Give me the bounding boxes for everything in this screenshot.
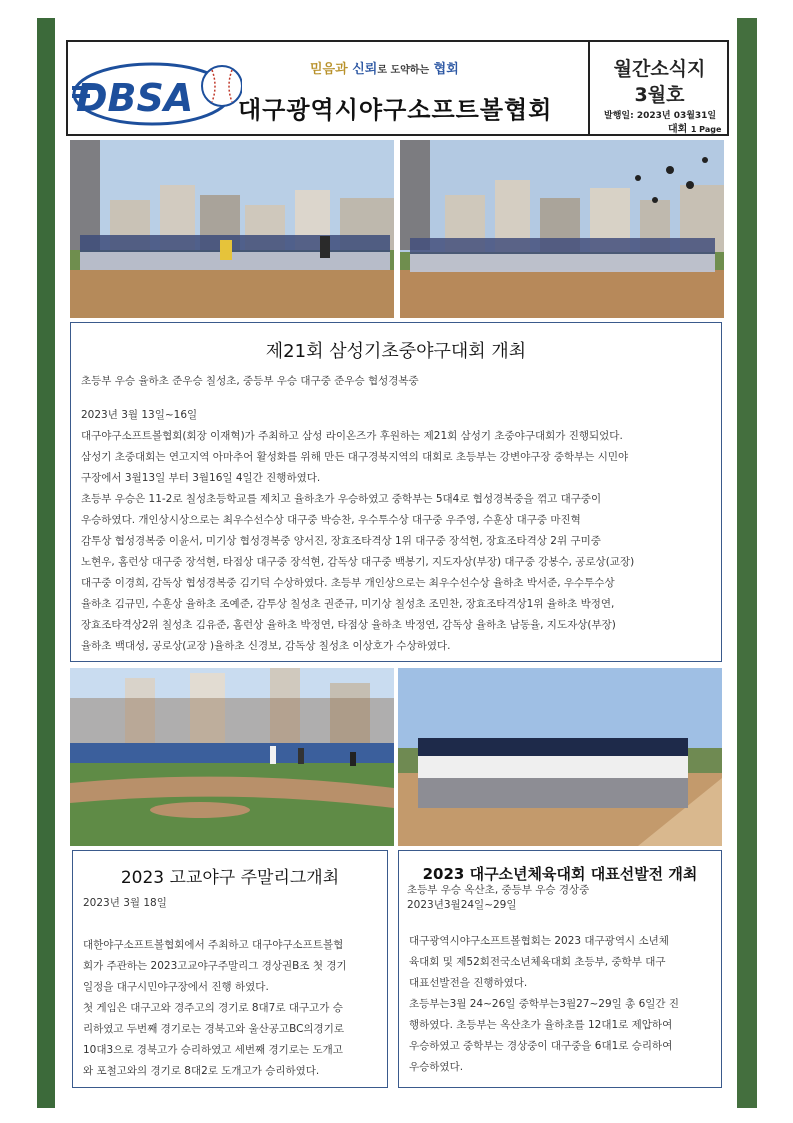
article-line: 우승하였다. 개인상시상으로는 최우수선수상 대구중 박승찬, 우수투수상 대구중 우주영, 수훈상 대구중 마진혁 bbox=[81, 514, 581, 526]
article-line: 대구광역시야구소프트볼협회는 2023 대구광역시 소년체 bbox=[409, 935, 669, 947]
page-indicator: 대회 1 Page bbox=[668, 124, 722, 135]
article-line: 우승하였다. bbox=[409, 1061, 464, 1073]
photo-high-school-game bbox=[70, 668, 394, 846]
masthead bbox=[66, 40, 729, 136]
article-line: 10대3으로 경북고가 승리하였고 세번째 경기로는 도개고 bbox=[83, 1044, 343, 1056]
article-line: 율하초 김규민, 수훈상 율하초 조예준, 감투상 칠성초 권준규, 미기상 칠성초 조민찬, 장효조타격상1위 율하초 박정연, bbox=[81, 598, 615, 610]
article-samsung-cup bbox=[70, 322, 722, 662]
article-body bbox=[83, 893, 383, 1082]
photo-samsung-cup-group-1 bbox=[70, 140, 394, 318]
article-line: 리하였고 두번째 경기로는 경북고와 울산공고BC의경기로 bbox=[83, 1023, 344, 1035]
article-title: 제21회 삼성기초중야구대회 개최 bbox=[265, 341, 527, 362]
article-date: 2023년 3월 18일 bbox=[83, 897, 167, 909]
slogan: 믿음과 신뢰로 도약하는 협회 bbox=[310, 62, 459, 77]
logo-text: DBSA bbox=[76, 76, 194, 120]
article-summary: 초등부 우승 율하초 준우승 칠성초, 중등부 우승 대구중 준우승 협성경복중 bbox=[81, 375, 419, 387]
article-line: 우승하였고 중학부는 경상중이 대구중을 6대1로 승리하여 bbox=[409, 1040, 673, 1052]
article-line: 대표선발전을 진행하였다. bbox=[409, 977, 528, 989]
dbsa-logo bbox=[72, 56, 242, 126]
article-line: 첫 게임은 대구고와 경주고의 경기로 8대7로 대구고가 승 bbox=[83, 1002, 343, 1014]
article-line: 대구야구소프트볼협회(회장 이재혁)가 주최하고 삼성 라이온즈가 후원하는 제21회 삼성기 초중야구대회가 진행되었다. bbox=[81, 430, 623, 442]
article-line: 노현우, 홈런상 대구중 장석현, 타점상 대구중 장석현, 감독상 대구중 백봉기, 지도자상(부장) 대구중 강봉수, 공로상(교장) bbox=[81, 556, 635, 568]
article-line: 육대회 및 제52회전국소년체육대회 초등부, 중학부 대구 bbox=[409, 956, 666, 968]
article-body bbox=[409, 931, 715, 1078]
article-body bbox=[81, 405, 717, 657]
article-summary: 초등부 우승 옥산초, 중등부 우승 경상중 bbox=[407, 884, 590, 896]
article-line: 일정을 대구시민야구장에서 진행 하였다. bbox=[83, 981, 269, 993]
article-line: 대구중 이경희, 감독상 협성경복중 김기덕 수상하였다. 초등부 개인상으로는 최우수선수상 율하초 박서준, 우수투수상 bbox=[81, 577, 615, 589]
publication-date: 발행일: 2023년 03월31일 bbox=[604, 111, 717, 121]
article-youth-sports bbox=[398, 850, 722, 1088]
article-title: 2023 고교야구 주말리그개최 bbox=[120, 868, 340, 888]
article-title: 2023 대구소년체육대회 대표선발전 개최 bbox=[422, 865, 698, 883]
photo-samsung-cup-group-2 bbox=[400, 140, 724, 318]
article-line: 초등부 우승은 11-2로 칠성초등학교를 제치고 율하초가 우승하였고 중학부는 5대4로 협성경복중을 꺾고 대구중이 bbox=[81, 493, 602, 505]
photo-youth-team bbox=[398, 668, 722, 846]
article-line: 삼성기 초중대회는 연고지역 아마추어 활성화를 위해 만든 대구경북지역의 대회로 초등부는 강변야구장 중학부는 시민야 bbox=[81, 451, 629, 463]
article-line: 와 포철고와의 경기로 8대2로 도개고가 승리하였다. bbox=[83, 1065, 320, 1077]
article-line: 장효조타격상2위 칠성초 김유준, 홈런상 율하초 박정연, 타점상 율하초 박정연, 감독상 율하초 남동율, 지도자상(부장) bbox=[81, 619, 616, 631]
article-line: 대한야구소프트볼협회에서 주최하고 대구야구소프트볼협 bbox=[83, 939, 344, 951]
newsletter-title: 월간소식지 bbox=[613, 58, 706, 80]
article-date: 2023년 3월 13일~16일 bbox=[81, 409, 198, 421]
article-line: 초등부는3월 24~26일 중학부는3월27~29일 총 6일간 진 bbox=[409, 998, 680, 1010]
issue-label: 3월호 bbox=[634, 84, 685, 106]
article-line: 감투상 협성경복중 이윤서, 미기상 협성경복중 양서진, 장효조타격상 1위 대구중 장석현, 장효조타격상 2위 구미중 bbox=[81, 535, 601, 547]
article-line: 율하초 백대성, 공로상(교장 )율하초 신경보, 감독상 칠성초 이상호가 수상하였다. bbox=[81, 640, 451, 652]
article-date: 2023년3월24일~29일 bbox=[407, 899, 517, 911]
article-line: 회가 주관하는 2023고교야구주말리그 경상권B조 첫 경기 bbox=[83, 960, 347, 972]
org-name: 대구광역시야구소프트볼협회 bbox=[238, 96, 553, 124]
article-high-school-league bbox=[72, 850, 388, 1088]
article-line: 행하였다. 초등부는 옥산초가 율하초를 12대1로 제압하여 bbox=[409, 1019, 673, 1031]
article-line: 구장에서 3월13일 부터 3월16일 4일간 진행하였다. bbox=[81, 472, 321, 484]
